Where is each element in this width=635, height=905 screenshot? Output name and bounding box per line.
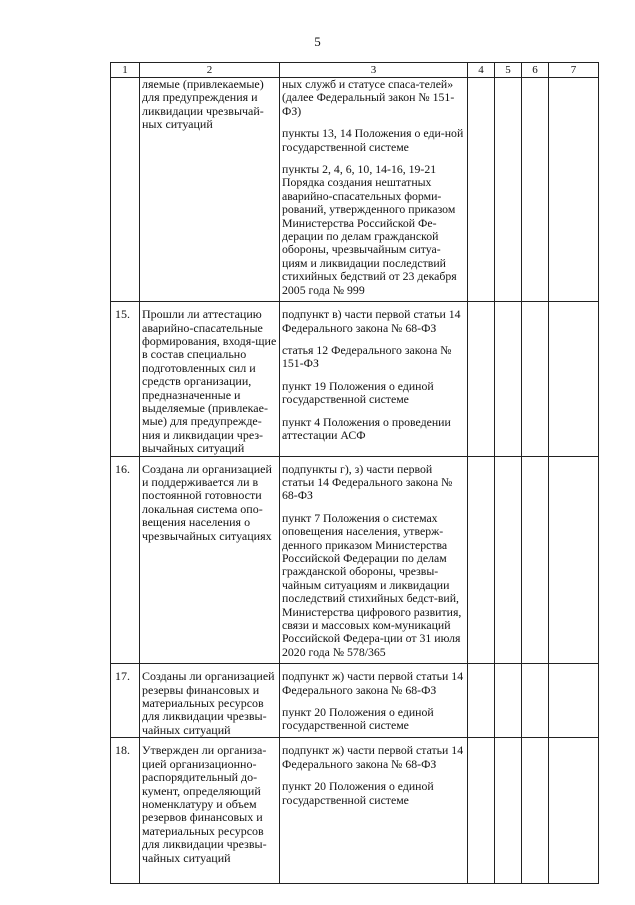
- answer-cell[interactable]: [495, 664, 522, 738]
- row-number: 16.: [111, 456, 140, 664]
- legal-reference-cell: [280, 664, 468, 738]
- table-row: [111, 664, 599, 738]
- column-header: 6: [522, 63, 549, 78]
- legal-reference: подпункт ж) части первой статьи 14 Федерального закона № 68-ФЗ: [282, 743, 464, 771]
- answer-cell[interactable]: [522, 664, 549, 738]
- answer-cell[interactable]: [522, 302, 549, 456]
- legal-reference: подпункт в) части первой статьи 14 Федерального закона № 68-ФЗ: [282, 307, 461, 335]
- column-header: 2: [140, 63, 280, 78]
- row-number: 15.: [111, 302, 140, 456]
- answer-cell[interactable]: [495, 456, 522, 664]
- column-header: 7: [549, 63, 599, 78]
- table-row: [111, 456, 599, 664]
- column-header: 3: [280, 63, 468, 78]
- column-header: 4: [468, 63, 495, 78]
- legal-reference: статья 12 Федерального закона № 151-ФЗ: [282, 342, 452, 371]
- legal-reference-cell: [280, 302, 468, 456]
- page-number: 5: [314, 34, 321, 49]
- question-cell: Прошли ли аттестацию аварийно-спасательные формирования, входя-щие в состав специально подготовленных сил и средств организации, предназначенные и выделяемые (привлекае-мые) для предупрежде-ния и ликвидации чрез-вычайных ситуаций: [140, 302, 280, 456]
- answer-cell[interactable]: [495, 738, 522, 884]
- row-number: 18.: [111, 738, 140, 884]
- question-cell: Утвержден ли организа-цией организационно-распорядительный до-кумент, определяющий номенклатуру и объем резервов финансовых и материальных ресурсов для ликвидации чрезвы-чайных ситуаций: [140, 738, 280, 884]
- note-cell[interactable]: [549, 664, 599, 738]
- table-row: [111, 78, 599, 302]
- legal-reference: пункты 13, 14 Положения о еди-ной государственной системе: [282, 126, 464, 154]
- legal-reference: пункт 20 Положения о единой государственной системе: [282, 779, 434, 807]
- legal-reference: пункт 20 Положения о единой государственной системе: [282, 705, 434, 733]
- row-number: [111, 78, 140, 302]
- row-number: 17.: [111, 664, 140, 738]
- note-cell[interactable]: [549, 456, 599, 664]
- answer-cell[interactable]: [522, 456, 549, 664]
- question-cell: Создана ли организацией и поддерживается ли в постоянной готовности локальная система опо-вещения населения о чрезвычайных ситуациях: [140, 456, 280, 664]
- legal-reference: ных служб и статусе спаса-телей» (далее Федеральный закон № 151-ФЗ): [282, 77, 455, 118]
- answer-cell[interactable]: [495, 302, 522, 456]
- checklist-table: [110, 62, 599, 884]
- note-cell[interactable]: [549, 302, 599, 456]
- note-cell[interactable]: [549, 738, 599, 884]
- legal-reference-cell: [280, 456, 468, 664]
- legal-reference: пункт 19 Положения о единой государственной системе: [282, 378, 434, 407]
- legal-reference: подпункт ж) части первой статьи 14 Федерального закона № 68-ФЗ: [282, 669, 464, 697]
- answer-cell[interactable]: [468, 78, 495, 302]
- answer-cell[interactable]: [468, 456, 495, 664]
- question-cell: ляемые (привлекаемые) для предупреждения и ликвидации чрезвычай-ных ситуаций: [140, 78, 280, 302]
- legal-reference-cell: [280, 738, 468, 884]
- answer-cell[interactable]: [468, 664, 495, 738]
- answer-cell[interactable]: [522, 738, 549, 884]
- answer-cell[interactable]: [468, 738, 495, 884]
- legal-reference: подпункты г), з) части первой статьи 14 Федерального закона № 68-ФЗ: [282, 461, 453, 503]
- table-header-row: [111, 63, 599, 78]
- answer-cell[interactable]: [468, 302, 495, 456]
- legal-reference: пункт 4 Положения о проведении аттестации АСФ: [282, 414, 451, 442]
- table-row: [111, 302, 599, 456]
- answer-cell[interactable]: [522, 78, 549, 302]
- column-header: 1: [111, 63, 140, 78]
- note-cell[interactable]: [549, 78, 599, 302]
- table-row: [111, 738, 599, 884]
- legal-reference: пункты 2, 4, 6, 10, 14-16, 19-21 Порядка создания нештатных аварийно-спасательных форми-рований, утвержденного приказом Министерства Российской Фе-дерации по делам гражданской обороны, чрезвычайным ситуа-циям и ликвидации последствий стихийных бедствий от 23 декабря 2005 года № 999: [282, 162, 457, 297]
- legal-reference-cell: [280, 78, 468, 302]
- column-header: 5: [495, 63, 522, 78]
- question-cell: Созданы ли организацией резервы финансовых и материальных ресурсов для ликвидации чрезвы-чайных ситуаций: [140, 664, 280, 738]
- answer-cell[interactable]: [495, 78, 522, 302]
- legal-reference: пункт 7 Положения о системах оповещения населения, утверж-денного приказом Министерства Российской Федерации по делам гражданской обороны, чрезвы-чайным ситуациям и ликвидации последствий стихийных бедст-вий, Министерства цифрового развития, связи и массовых ком-муникаций Российской Федера-ции от 31 июля 2020 года № 578/365: [282, 510, 462, 659]
